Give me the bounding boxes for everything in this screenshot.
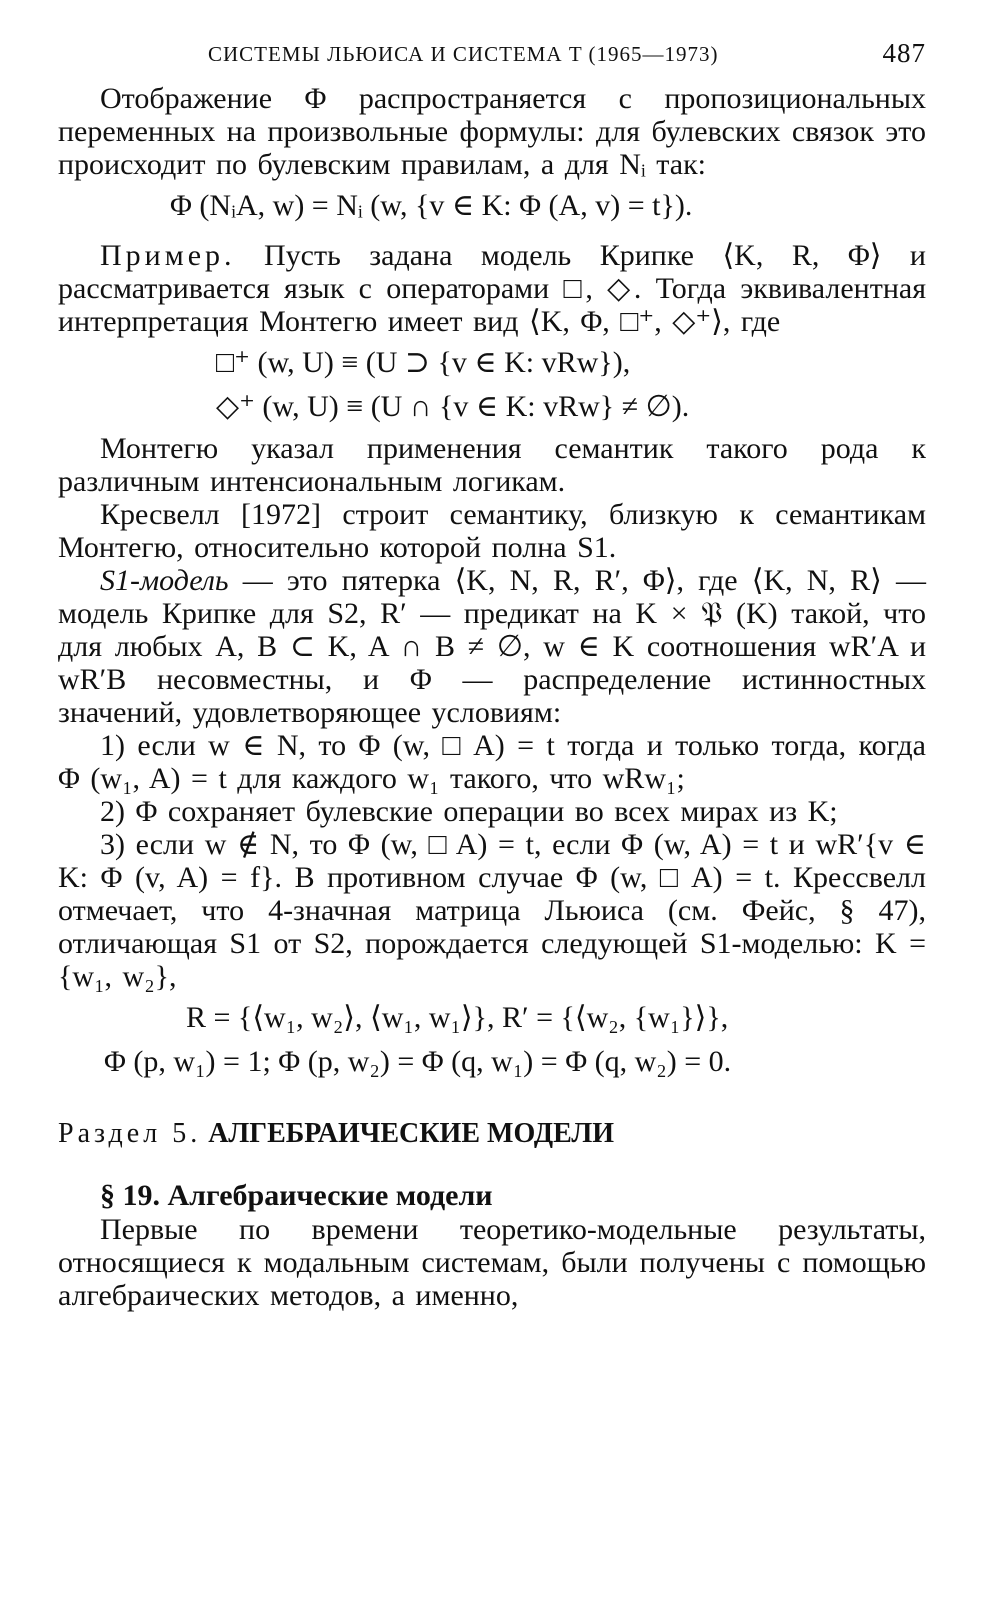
book-page: [58, 36, 926, 1312]
paragraph-cresswell: Кресвелл [1972] строит семантику, близкую к семантикам Монтегю, относительно которой полна S1.: [58, 498, 926, 564]
formula-diamond-plus: ◇⁺ (w, U) ≡ (U ∩ {v ∈ K: vRw} ≠ ∅).: [216, 390, 690, 423]
paragraph-s1-model: [58, 564, 926, 729]
section-title: АЛГЕБРАИЧЕСКИЕ МОДЕЛИ: [208, 1118, 615, 1149]
paragraph-montague: Монтегю указал применения семантик такого рода к различным интенсиональным логикам.: [58, 432, 926, 498]
page-number: 487: [882, 38, 926, 68]
paragraph-mapping-extension: Отображение Φ распространяется с пропозициональных переменных на произвольные формулы: для булевских связок это происходит по булевским правилам, а для Nᵢ так:: [58, 82, 926, 181]
example-text: Пусть задана модель Крипке ⟨K, R, Φ⟩ и рассматривается язык с операторами □, ◇. Тогда эквивалентная интерпретация Монтегю имеет вид ⟨K, Φ, □⁺, ◇⁺⟩, где: [58, 239, 926, 338]
formula-phi-ni: Φ (NᵢA, w) = Nᵢ (w, {v ∈ K: Φ (A, v) = t}).: [170, 189, 693, 222]
paragraph-closing: Первые по времени теоретико-модельные результаты, относящиеся к модальным системам, были получены с помощью алгебраических методов, а именно,: [58, 1213, 926, 1312]
formula-r-relations: R = {⟨w₁, w₂⟩, ⟨w₁, w₁⟩}, R′ = {⟨w₂, {w₁}⟩},: [186, 1001, 729, 1034]
condition-1: 1) если w ∈ N, то Φ (w, □ A) = t тогда и только тогда, когда Φ (w₁, A) = t для каждого w₁ такого, что wRw₁;: [58, 729, 926, 795]
section-heading: [58, 1117, 926, 1151]
running-header: [58, 36, 926, 82]
section-label: Раздел 5.: [58, 1118, 202, 1149]
s1-model-term: S1-модель: [100, 564, 229, 597]
s1-model-definition: — это пятерка ⟨K, N, R, R′, Φ⟩, где ⟨K, N, R⟩ — модель Крипке для S2, R′ — предикат на K × 𝔓 (K) такой, что для любых A, B ⊂ K, A ∩ B ≠ ∅, w ∈ K соотношения wR′A и wR′B несовместны, и Φ — распределение истинностных значений, удовлетворяющее условиям:: [58, 564, 926, 729]
formula-phi-values: Φ (p, w₁) = 1; Φ (p, w₂) = Φ (q, w₁) = Φ (q, w₂) = 0.: [104, 1045, 732, 1078]
paragraph-example: [58, 239, 926, 338]
header-title: СИСТЕМЫ ЛЬЮИСА И СИСТЕМА T (1965—1973): [208, 42, 719, 66]
subsection-heading: § 19. Алгебраические модели: [100, 1179, 493, 1212]
formula-box-plus: □⁺ (w, U) ≡ (U ⊃ {v ∈ K: vRw}),: [216, 346, 631, 379]
condition-3: 3) если w ∉ N, то Φ (w, □ A) = t, если Φ (w, A) = t и wR′{v ∈ K: Φ (v, A) = f}. В противном случае Φ (w, □ A) = t. Крессвелл отмечает, что 4-значная матрица Льюиса (см. Фейс, § 47), отличающая S1 от S2, порождается следующей S1-моделью: K = {w₁, w₂},: [58, 828, 926, 993]
example-label: Пример.: [100, 239, 236, 272]
condition-2: 2) Φ сохраняет булевские операции во всех мирах из K;: [100, 795, 838, 828]
